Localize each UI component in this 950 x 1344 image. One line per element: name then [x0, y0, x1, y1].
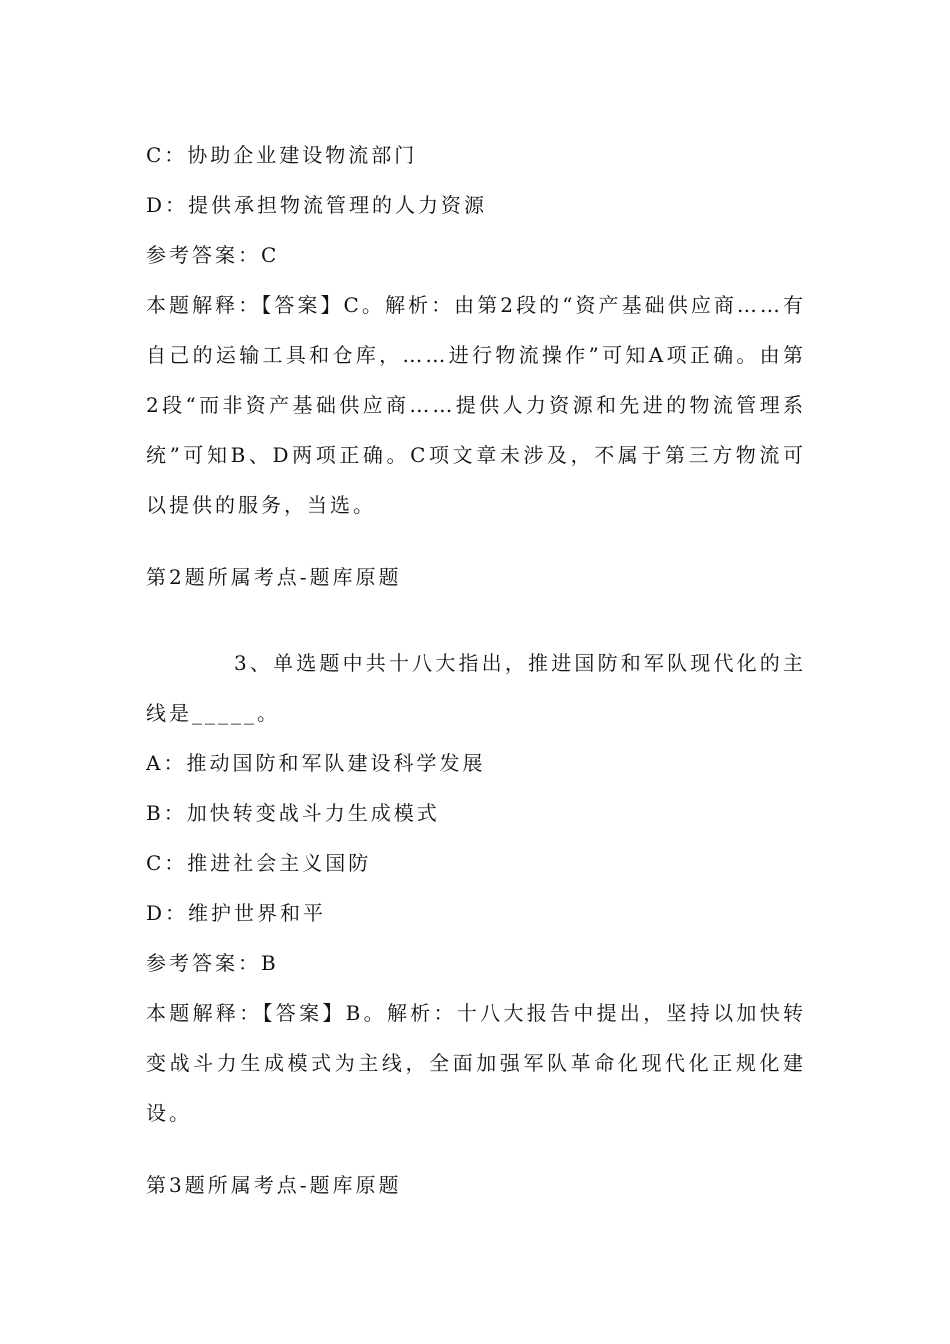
- spacer: [146, 530, 806, 552]
- q2-option-d: D：提供承担物流管理的人力资源: [146, 193, 488, 217]
- q3-knowledge-point: 第3题所属考点-题库原题: [146, 1173, 402, 1197]
- q2-explanation: 本题解释：【答案】C。解析：由第2段的“资产基础供应商……有自己的运输工具和仓库，……进行物流操作”可知A项正确。由第2段“而非资产基础供应商……提供人力资源和先进的物流管理系统”可知B、D两项正确。C项文章未涉及，不属于第三方物流可以提供的服务，当选。: [146, 293, 806, 517]
- spacer: [146, 602, 806, 638]
- q3-explanation: 本题解释：【答案】B。解析：十八大报告中提出，坚持以加快转变战斗力生成模式为主线，全面加强军队革命化现代化正规化建设。: [146, 1001, 806, 1125]
- q2-answer: 参考答案：C: [146, 243, 280, 267]
- q3-option-a: A：推动国防和军队建设科学发展: [146, 751, 486, 775]
- q3-option-c: C：推进社会主义国防: [146, 851, 372, 875]
- q2-option-c: C：协助企业建设物流部门: [146, 143, 418, 167]
- spacer: [146, 1138, 806, 1160]
- q3-option-b: B：加快转变战斗力生成模式: [146, 801, 440, 825]
- q3-stem: 3、单选题中共十八大指出，推进国防和军队现代化的主线是_____。: [146, 651, 806, 725]
- q2-knowledge-point: 第2题所属考点-题库原题: [146, 565, 402, 589]
- q3-option-d: D：维护世界和平: [146, 901, 327, 925]
- document-content: [146, 130, 806, 1210]
- q3-answer: 参考答案：B: [146, 951, 279, 975]
